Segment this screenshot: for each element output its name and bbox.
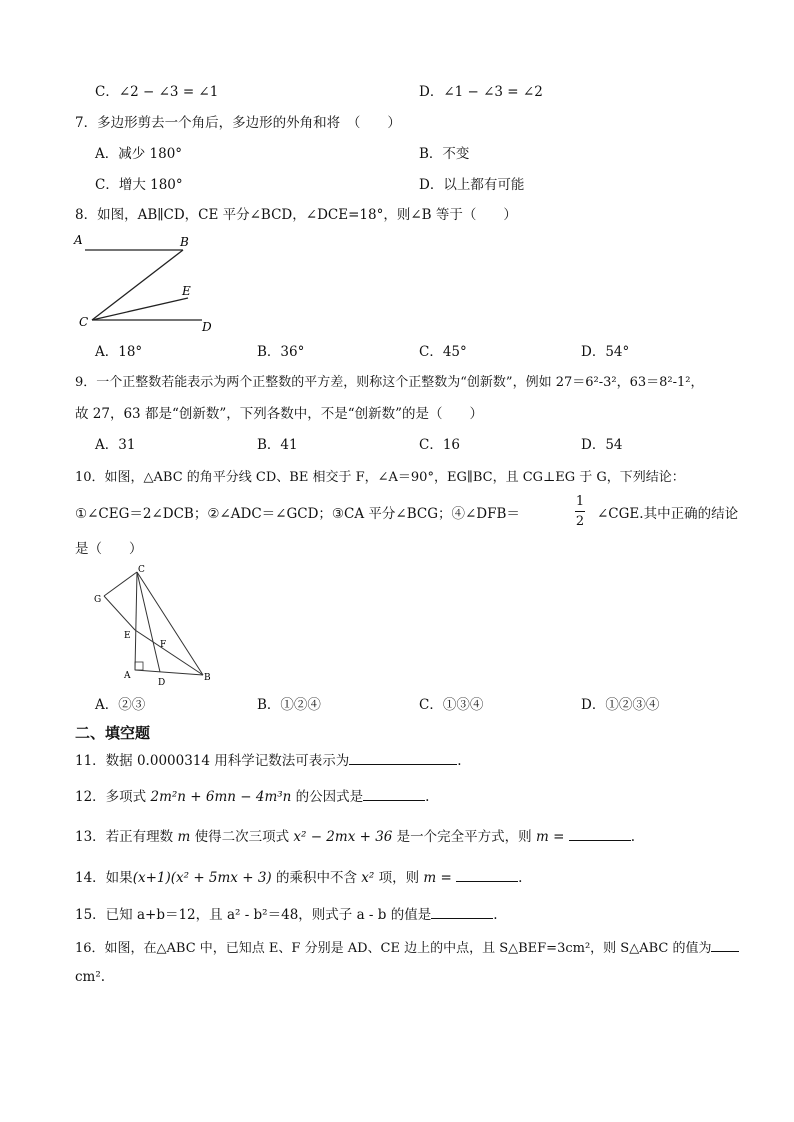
q7-option-a: A．减少 180° [95, 146, 183, 162]
q14-text: 14．如果 [75, 870, 133, 886]
q8-label-b: B [180, 235, 189, 249]
q13-text-3: 是一个完全平方式，则 [392, 829, 536, 845]
q8-option-d: D．54° [581, 344, 630, 360]
q9-line-1: 9．一个正整数若能表示为两个正整数的平方差，则称这个正整数为“创新数”，例如 27＝6²-3²，63＝8²-1²， [75, 375, 704, 390]
q13-text-2: 使得二次三项式 [190, 829, 294, 845]
q10-label-b: B [204, 673, 211, 683]
q12-text: 12．多项式 [75, 789, 151, 805]
q8-option-c: C．45° [419, 344, 467, 360]
q13-answer-var: m = [535, 829, 565, 845]
q14-text-2: 的乘积中不含 [271, 870, 362, 886]
q10-line-2b: ∠CGE.其中正确的结论 [597, 506, 739, 522]
q8-figure [70, 230, 230, 338]
q9-option-d: D．54 [581, 437, 623, 453]
q10-option-d: D．①②③④ [581, 697, 660, 713]
q8-label-a: A [74, 233, 83, 247]
q10-line-3: 是（ ） [75, 541, 143, 557]
q10-option-c: C．①③④ [419, 697, 484, 713]
q9-option-c: C．16 [419, 437, 461, 453]
q9-option-b: B．41 [257, 437, 298, 453]
q12-answer-blank[interactable] [363, 786, 425, 801]
q14-answer-var: m = [423, 870, 452, 886]
q10-frac-numerator: 1 [575, 494, 585, 509]
q12-line [75, 786, 429, 806]
q6-option-c: C．∠2 − ∠3 = ∠1 [95, 84, 219, 100]
q11-period: . [457, 753, 462, 769]
q13-period: . [630, 829, 635, 845]
q13-answer-blank[interactable] [569, 826, 631, 841]
q7-option-d: D．以上都有可能 [419, 177, 525, 193]
q11-answer-blank[interactable] [349, 750, 457, 765]
q10-fraction [572, 494, 588, 529]
q12-period: . [425, 789, 430, 805]
q16-line-1 [75, 937, 739, 958]
q15-period: . [493, 907, 498, 923]
q10-label-d: D [158, 678, 166, 688]
q14-expression: (x+1)(x² + 5mx + 3) [132, 870, 272, 886]
q7-stem: 7．多边形剪去一个角后，多边形的外角和将 （ ） [75, 115, 401, 131]
q8-label-e: E [182, 284, 191, 298]
q11-line [75, 750, 462, 770]
q7-option-b: B．不变 [419, 146, 470, 162]
q11-text: 11．数据 0.0000314 用科学记数法可表示为 [75, 753, 350, 769]
q10-label-c: C [138, 565, 145, 575]
q10-frac-bar [575, 511, 585, 512]
q6-option-d: D．∠1 − ∠3 = ∠2 [419, 84, 543, 100]
q10-line-1: 10．如图，△ABC 的角平分线 CD、BE 相交于 F，∠A＝90°，EG∥BC，且 CG⊥EG 于 G，下列结论： [75, 470, 685, 485]
q8-option-b: B．36° [257, 344, 305, 360]
q14-period: . [518, 870, 523, 886]
q10-frac-denominator: 2 [575, 514, 585, 529]
q13-text: 13．若正有理数 [75, 829, 178, 845]
q10-option-b: B．①②④ [257, 697, 321, 713]
q14-answer-blank[interactable] [456, 867, 518, 882]
q15-line [75, 904, 498, 924]
q10-label-a: A [124, 671, 131, 681]
q10-label-g: G [94, 595, 102, 605]
q14-term: x² [361, 870, 375, 886]
q9-line-2: 故 27，63 都是“创新数”，下列各数中，不是“创新数”的是（ ） [75, 406, 484, 422]
q12-expression: 2m²n + 6mn − 4m³n [150, 789, 292, 805]
q16-answer-blank[interactable] [711, 937, 739, 952]
q10-label-f: F [160, 640, 167, 650]
q12-text-2: 的公因式是 [291, 789, 364, 805]
q7-option-c: C．增大 180° [95, 177, 183, 193]
q13-line [75, 826, 635, 846]
q8-stem: 8．如图，AB∥CD，CE 平分∠BCD，∠DCE=18°，则∠B 等于（ ） [75, 207, 517, 223]
q16-line-2: cm². [75, 969, 106, 985]
q13-variable: m [177, 829, 191, 845]
q10-label-e: E [124, 631, 131, 641]
q15-answer-blank[interactable] [431, 904, 493, 919]
q13-expression: x² − 2mx + 36 [293, 829, 393, 845]
q14-line [75, 867, 522, 887]
q9-option-a: A．31 [95, 437, 136, 453]
q8-label-c: C [79, 315, 89, 329]
q16-text: 16．如图，在△ABC 中，已知点 E、F 分别是 AD、CE 边上的中点，且 S△BEF=3cm²，则 S△ABC 的值为 [75, 941, 712, 956]
q8-option-a: A．18° [95, 344, 143, 360]
q14-text-3: 项，则 [374, 870, 424, 886]
q15-text: 15．已知 a+b＝12，且 a² - b²＝48，则式子 a - b 的值是 [75, 907, 432, 923]
section-heading-fill-blank: 二、填空题 [75, 724, 151, 742]
q10-option-a: A．②③ [95, 697, 146, 713]
q10-line-2a: ①∠CEG＝2∠DCB；②∠ADC＝∠GCD；③CA 平分∠BCG；④∠DFB＝ [75, 506, 520, 522]
q8-label-d: D [202, 320, 212, 334]
q10-figure [88, 564, 218, 689]
